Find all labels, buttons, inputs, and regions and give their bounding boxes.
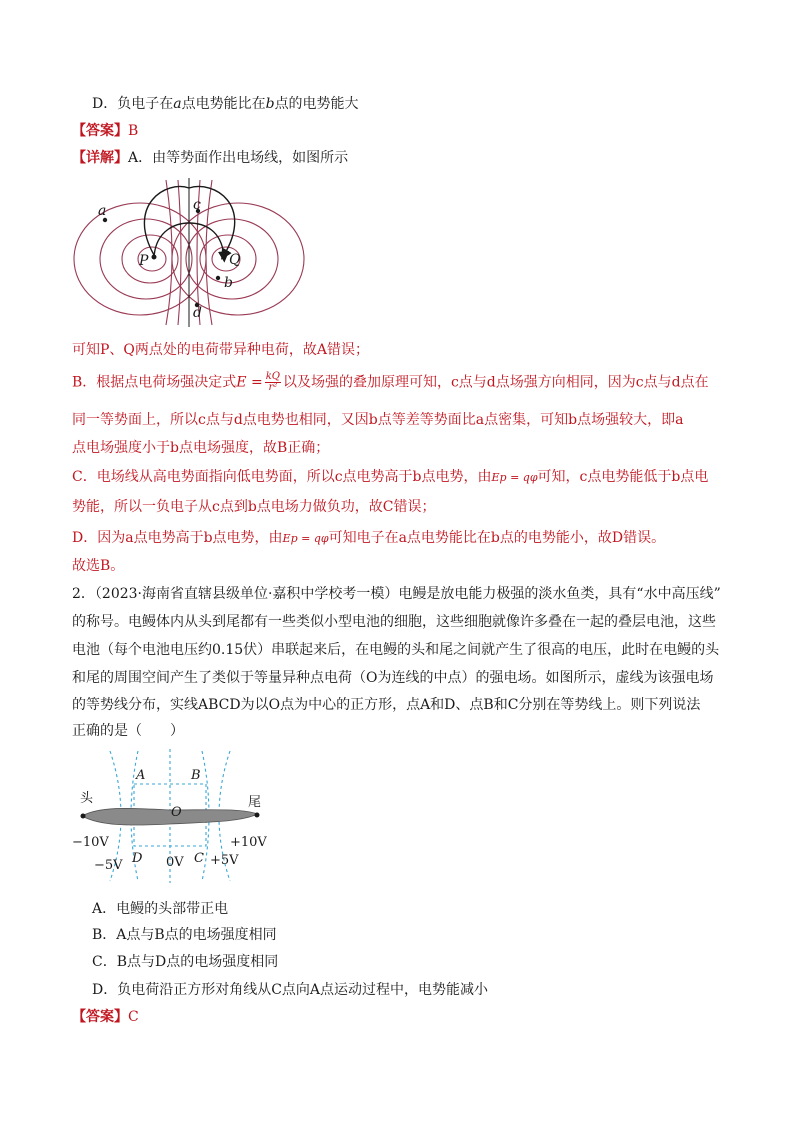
label-b: b [224, 275, 233, 291]
q2-answer-label: 【答案】 [72, 1009, 128, 1025]
b-line1-post: 以及场强的叠加原理可知，c点与d点场强方向相同，因为c点与d点在 [282, 374, 709, 391]
q2-line1: 2．（2023·海南省直辖县级单位·嘉积中学校考一模）电鳗是放电能力极强的淡水鱼类，具有“水中高压线” [72, 586, 721, 602]
var-a: a [173, 96, 182, 112]
formula-num: kQ [265, 371, 280, 382]
q1-detail [72, 148, 348, 168]
label-p: P [139, 253, 149, 269]
label-d: d [193, 305, 202, 321]
label-A: A [136, 768, 146, 783]
c-line1-pre: C．电场线从高电势面指向低电势面，所以c点电势高于b点电势，由 [72, 469, 492, 485]
q2-option-d: D．负电荷沿正方形对角线从C点向A点运动过程中，电势能减小 [92, 982, 489, 998]
head-point [81, 814, 86, 819]
label-head: 头 [80, 791, 94, 806]
q2-option-a: A．电鳗的头部带正电 [92, 901, 229, 917]
q1-option-d [92, 94, 359, 114]
label-C: C [194, 851, 204, 866]
label-0v: 0V [166, 855, 184, 870]
formula-e: E = [236, 374, 263, 391]
d-line-post: 可知电子在a点电势能比在b点的电势能小，故D错误。 [328, 530, 666, 546]
choose-b: 故选B。 [72, 558, 125, 574]
eel-body [82, 808, 258, 825]
explain-d [72, 528, 665, 549]
q2-answer [72, 1007, 139, 1027]
q2-line5: 的等势线分布，实线ABCD为以O点为中心的正方形，点A和D、点B和C分别在等势线上。则下列说法 [72, 697, 701, 713]
answer-value: B [128, 123, 139, 139]
label-D: D [132, 851, 143, 866]
c-formula: Ep = qφ [491, 471, 538, 484]
var-b: b [265, 96, 275, 112]
label-tail: 尾 [248, 795, 262, 810]
field-line-figure [66, 175, 312, 330]
q2-line4: 和尾的周围空间产生了类似于等量异种点电荷（O为连线的中点）的强电场。如图所示，虚线为该强电场 [72, 670, 714, 686]
q2-line6: 正确的是（ ） [72, 723, 184, 739]
label-m5v: −5V [94, 858, 123, 873]
label-p5v: +5V [210, 853, 239, 868]
label-q: Q [229, 252, 241, 268]
label-a: a [98, 203, 107, 219]
answer-label: 【答案】 [72, 123, 128, 139]
q2-answer-value: C [128, 1009, 139, 1025]
explain-b-line1 [72, 372, 709, 393]
label-O: O [171, 805, 182, 820]
c-line1-post: 可知，c点电势能低于b点电 [537, 469, 709, 485]
q2-line2: 的称号。电鳗体内从头到尾都有一些类似小型电池的细胞，这些细胞就像许多叠在一起的叠层电池，这些 [72, 614, 716, 630]
label-c: c [193, 197, 201, 213]
q1-option-d-post: 点的电势能大 [274, 96, 359, 112]
q2-line3: 电池（每个电池电压约0.15伏）串联起来后，在电鳗的头和尾之间就产生了很高的电压，此时在电鳗的头 [72, 642, 720, 658]
tail-point [255, 813, 260, 818]
label-p10v: +10V [230, 835, 267, 850]
q1-option-d-mid: 点电势能比在 [181, 96, 266, 112]
q1-answer [72, 121, 138, 141]
b-line1-pre: B．根据点电荷场强决定式 [72, 374, 237, 391]
formula-den: r² [268, 382, 278, 393]
conclusion-a: 可知P、Q两点处的电荷带异种电荷，故A错误； [72, 342, 370, 358]
explain-b-line3: 点电场强度小于b点电场强度，故B正确； [72, 440, 330, 456]
label-m10v: −10V [72, 835, 109, 850]
q1-option-d-pre: D．负电子在 [92, 96, 174, 112]
q2-option-b: B．A点与B点的电场强度相同 [92, 927, 277, 943]
q2-option-c: C．B点与D点的电场强度相同 [92, 954, 279, 970]
d-line-pre: D．因为a点电势高于b点电势，由 [72, 530, 283, 546]
d-formula: Ep = qφ [282, 532, 329, 545]
explain-c-line1 [72, 467, 708, 488]
formula-fraction [265, 372, 281, 393]
detail-label: 【详解】 [72, 150, 128, 166]
detail-a: A．由等势面作出电场线，如图所示 [128, 150, 349, 166]
explain-c-line2: 势能，所以一负电子从c点到b点电场力做负功，故C错误； [72, 499, 436, 515]
eel-figure [70, 746, 270, 886]
label-B: B [191, 768, 201, 783]
explain-b-line2: 同一等势面上，所以c点与d点电势也相同，又因b点等差等势面比a点密集，可知b点场强较大，即a [72, 412, 684, 428]
